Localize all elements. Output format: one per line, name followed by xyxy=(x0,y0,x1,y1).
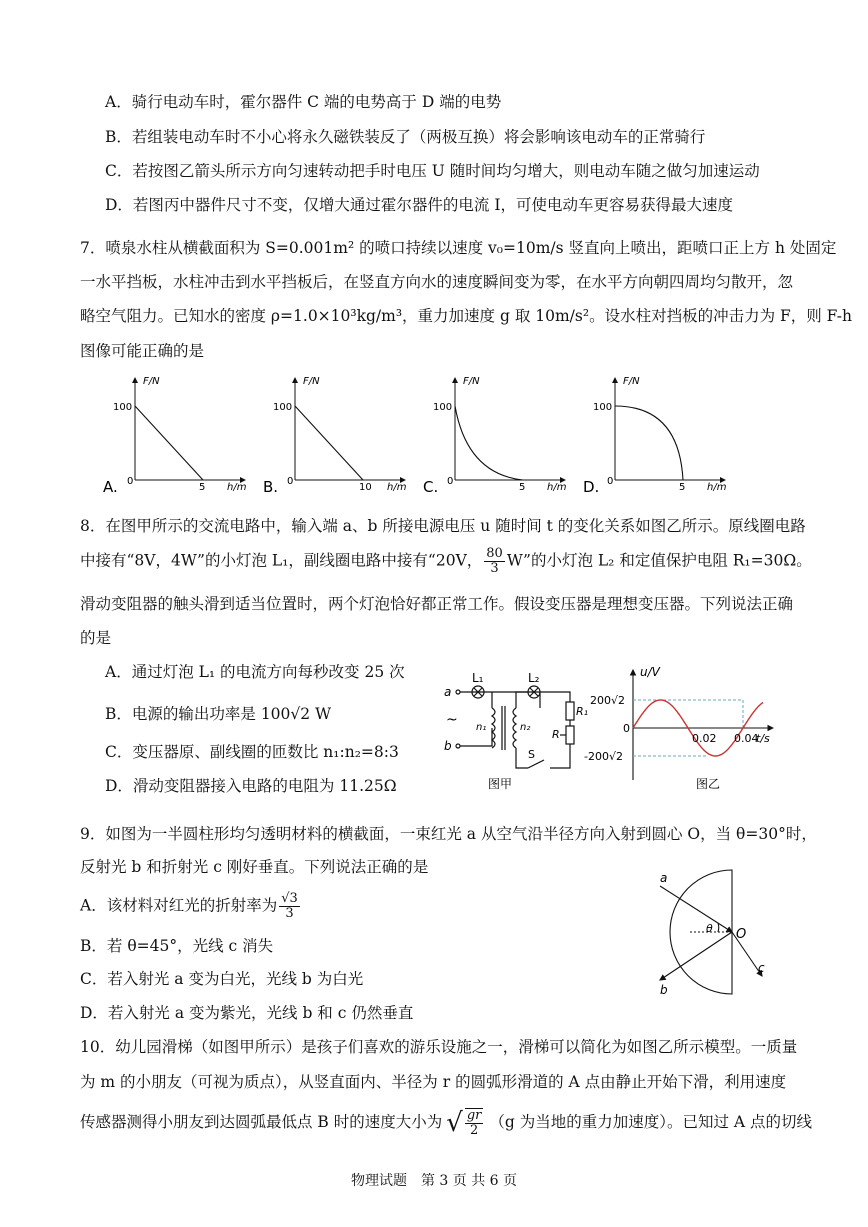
graph-ylabel: F/N xyxy=(463,376,480,387)
wave-t1: 0.02 xyxy=(692,732,717,745)
graph-option-label: D. xyxy=(583,478,600,496)
graph-ylabel: F/N xyxy=(623,376,640,387)
q9-label-O: O xyxy=(736,927,747,942)
q9-option-c: C．若入射光 a 变为白光，光线 b 为白光 xyxy=(80,970,364,988)
label-L1: L₁ xyxy=(472,671,484,685)
q7-line-3: 略空气阻力。已知水的密度 ρ=1.0×10³kg/m³，重力加速度 g 取 10m/s²。设水柱对挡板的冲击力为 F，则 F-h xyxy=(80,307,852,325)
q7-graph-d xyxy=(583,376,727,496)
q7-line-2: 一水平挡板，水柱冲击到水平挡板后，在竖直方向水的速度瞬间变为零，在水平方向朝四周均匀散开，忽 xyxy=(80,273,794,291)
caption-yi: 图乙 xyxy=(696,777,721,791)
wave-yneg: -200√2 xyxy=(584,750,623,763)
graph-ylabel: F/N xyxy=(303,376,320,387)
q8-option-c: C．变压器原、副线圈的匝数比 n₁:n₂=8:3 xyxy=(105,743,399,761)
graph-origin: 0 xyxy=(447,476,454,487)
graph-xtick: 10 xyxy=(359,482,372,493)
q9-semicircle-figure xyxy=(640,868,800,998)
q10-line-3: 传感器测得小朋友到达圆弧最低点 B 时的速度大小为 √ $\frac{gr}{2}$ （g 为当地的重力加速度）。已知过 A 点的切线 xyxy=(80,1108,813,1138)
wave-xlabel: t/s xyxy=(756,732,770,745)
graph-xlabel: h/m xyxy=(707,482,727,493)
q9-label-a: a xyxy=(660,871,668,885)
graph-ytick: 100 xyxy=(593,402,613,413)
caption-jia: 图甲 xyxy=(488,777,513,791)
q10-line-1: 10．幼儿园滑梯（如图甲所示）是孩子们喜欢的游乐设施之一，滑梯可以简化为如图乙所示模型。一质量 xyxy=(80,1038,798,1056)
page-footer: 物理试题 第 3 页 共 6 页 xyxy=(350,1173,518,1189)
q8-option-d: D．滑动变阻器接入电路的电阻为 11.25Ω xyxy=(105,777,397,795)
wave-ypos: 200√2 xyxy=(590,694,626,707)
q8-line-3: 滑动变阻器的触头滑到适当位置时，两个灯泡恰好都正常工作。假设变压器是理想变压器。下列说法正确 xyxy=(80,595,794,613)
label-n2: n₂ xyxy=(520,722,531,733)
q8-voltage-waveform xyxy=(584,662,788,792)
q9-label-c: c xyxy=(758,961,765,975)
graph-xtick: 5 xyxy=(199,482,206,493)
q8-option-b: B．电源的输出功率是 100√2 W xyxy=(105,705,331,723)
label-a: a xyxy=(444,685,452,699)
graph-xlabel: h/m xyxy=(387,482,407,493)
q8-line-2 xyxy=(80,547,812,576)
graph-ytick: 100 xyxy=(113,402,133,413)
q6-option-b: B．若组装电动车时不小心将永久磁铁装反了（两极互换）将会影响该电动车的正常骑行 xyxy=(105,128,706,146)
label-src: ~ xyxy=(446,712,458,728)
q8-circuit-diagram xyxy=(440,668,590,793)
q8-line-2a: 中接有“8V，4W”的小灯泡 L₁，副线圈电路中接有“20V， xyxy=(80,551,483,570)
graph-option-label: C. xyxy=(423,478,439,496)
label-R1: R₁ xyxy=(576,705,589,718)
q6-option-a: A．骑行电动车时，霍尔器件 C 端的电势高于 D 端的电势 xyxy=(105,93,502,111)
q7-graph-c xyxy=(423,376,567,496)
q9-label-b: b xyxy=(660,983,668,997)
wave-t2: 0.04 xyxy=(734,732,759,745)
q9-a-fraction: $\frac{√3}{3}$ xyxy=(281,891,298,921)
graph-xtick: 5 xyxy=(519,482,526,493)
q10-sqrt: √ $\frac{gr}{2}$ xyxy=(446,1108,482,1138)
f-h-curve xyxy=(455,406,523,480)
label-R: R xyxy=(552,728,560,741)
graph-xtick: 5 xyxy=(679,482,686,493)
label-L2: L₂ xyxy=(528,671,540,685)
graph-ytick: 100 xyxy=(273,402,293,413)
f-h-curve xyxy=(615,406,683,480)
q8-line-4: 的是 xyxy=(80,629,112,647)
graph-xlabel: h/m xyxy=(227,482,247,493)
q8-fraction: $\frac{80}{3}$ xyxy=(486,546,503,576)
q6-option-c: C．若按图乙箭头所示方向匀速转动把手时电压 U 随时间均匀增大，则电动车随之做匀加速运动 xyxy=(105,162,760,180)
q7-graph-options xyxy=(95,368,815,498)
q7-line-1: 7．喷泉水柱从横截面积为 S=0.001m² 的喷口持续以速度 v₀=10m/s 竖直向上喷出，距喷口正上方 h 处固定 xyxy=(80,239,837,257)
q6-option-d: D．若图丙中器件尺寸不变，仅增大通过霍尔器件的电流 I，可使电动车更容易获得最大速度 xyxy=(105,196,733,214)
q8-option-a: A．通过灯泡 L₁ 的电流方向每秒改变 25 次 xyxy=(105,663,405,681)
q9-line-2: 反射光 b 和折射光 c 刚好垂直。下列说法正确的是 xyxy=(80,858,429,876)
graph-origin: 0 xyxy=(127,476,134,487)
wave-ylabel: u/V xyxy=(640,665,660,679)
label-b: b xyxy=(444,739,452,753)
graph-origin: 0 xyxy=(607,476,614,487)
f-h-curve xyxy=(135,406,203,480)
q8-line-1: 8．在图甲所示的交流电路中，输入端 a、b 所接电源电压 u 随时间 t 的变化关系如图乙所示。原线圈电路 xyxy=(80,517,806,535)
q9-option-b: B．若 θ=45°，光线 c 消失 xyxy=(80,937,274,955)
q9-line-1: 9．如图为一半圆柱形均匀透明材料的横截面，一束红光 a 从空气沿半径方向入射到圆心 O，当 θ=30°时， xyxy=(80,825,817,843)
graph-ytick: 100 xyxy=(433,402,453,413)
q7-line-4: 图像可能正确的是 xyxy=(80,342,205,360)
label-n1: n₁ xyxy=(476,722,487,733)
q7-graph-b xyxy=(263,376,407,496)
q9-option-a: A．该材料对红光的折射率为 $\frac{√3}{3}$ xyxy=(80,891,298,921)
q9-label-theta: θ xyxy=(706,922,713,935)
f-h-curve xyxy=(295,406,363,480)
graph-option-label: A. xyxy=(103,478,118,496)
q9-option-d: D．若入射光 a 变为紫光，光线 b 和 c 仍然垂直 xyxy=(80,1004,414,1022)
q10-line-2: 为 m 的小朋友（可视为质点），从竖直面内、半径为 r 的圆弧形滑道的 A 点由静止开始下滑，利用速度 xyxy=(80,1073,787,1091)
graph-ylabel: F/N xyxy=(143,376,160,387)
graph-option-label: B. xyxy=(263,478,279,496)
wave-origin: 0 xyxy=(623,722,630,735)
label-S: S xyxy=(528,748,535,761)
q7-graph-a xyxy=(103,376,247,496)
graph-origin: 0 xyxy=(287,476,294,487)
q8-line-2b: W”的小灯泡 L₂ 和定值保护电阻 R₁=30Ω。 xyxy=(506,551,812,570)
graph-xlabel: h/m xyxy=(547,482,567,493)
